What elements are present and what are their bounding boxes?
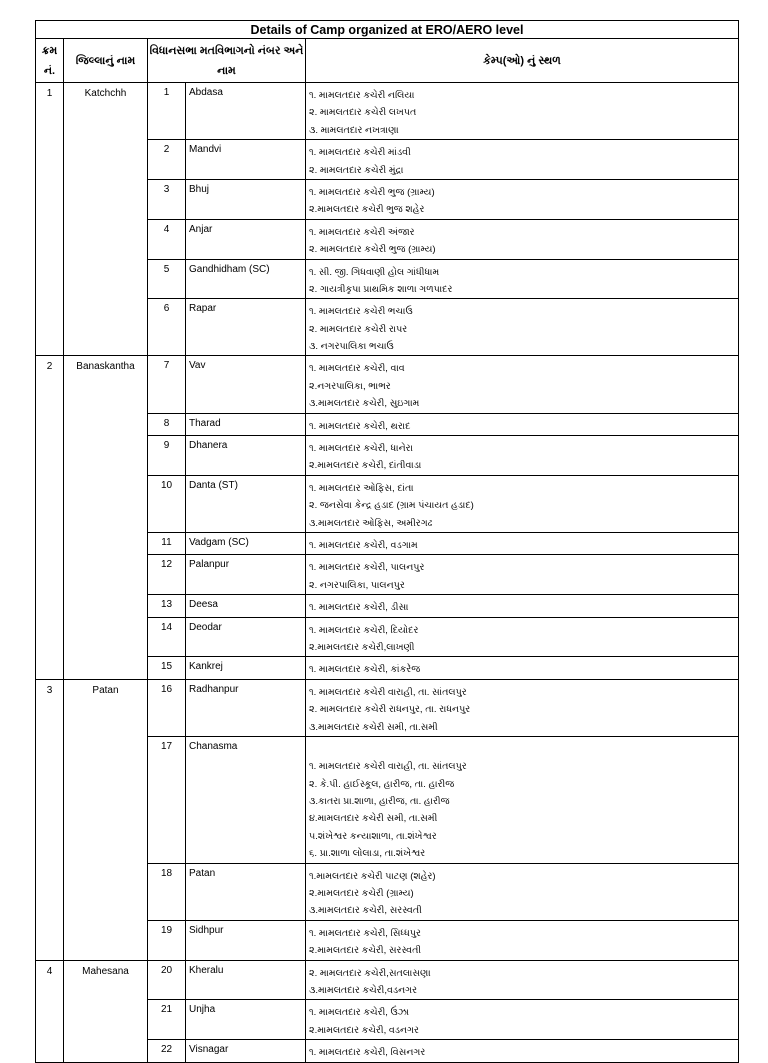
- district-number: 2: [36, 356, 64, 679]
- camp-locations: [306, 532, 739, 554]
- camp-locations: [306, 179, 739, 219]
- ac-number: 3: [148, 179, 186, 219]
- camp-location-item: ૩.મામલતદાર કચેરી સમી, તા.સમી: [309, 721, 438, 733]
- camp-location-item: ૨. મામલતદાર કચેરી લખપત: [309, 107, 417, 119]
- camp-location-item: ૧. મામલતદાર કચેરી, વિસનગર: [309, 1047, 426, 1059]
- camp-details-table: [35, 20, 739, 1063]
- camp-locations: [306, 140, 739, 180]
- ac-name: Sidhpur: [186, 920, 306, 960]
- ac-name: Abdasa: [186, 83, 306, 140]
- camp-location-item: ૩.મામલતદાર ઓફિસ, અમીરગઢ: [309, 517, 433, 529]
- camp-location-item: ૨.મામલતદાર કચેરી, દાંતીવાડા: [309, 460, 422, 472]
- camp-location-item: ૧. મામલતદાર કચેરી, દિયોદર: [309, 624, 419, 636]
- ac-number: 6: [148, 299, 186, 356]
- camp-location-item: ૩.મામલતદાર કચેરી, સરસ્વતી: [309, 905, 422, 917]
- camp-location-item: ૩. મામલતદાર નખત્રાણા: [309, 124, 399, 136]
- ac-number: 10: [148, 475, 186, 532]
- ac-name: Patan: [186, 863, 306, 920]
- ac-number: 19: [148, 920, 186, 960]
- camp-locations: [306, 555, 739, 595]
- camp-location-item: ૬. પ્રા.શાળા લોલાડા, તા.શંખેશ્વર: [309, 848, 426, 860]
- camp-location-item: ૨. મામલતદાર કચેરી મુંદ્રા: [309, 164, 404, 176]
- ac-name: Gandhidham (SC): [186, 259, 306, 299]
- ac-name: Dhanera: [186, 436, 306, 476]
- camp-location-item: ૧. મામલતદાર કચેરી વારાહી, તા. સાંતલપુર: [309, 761, 467, 773]
- camp-location-item: ૧. મામલતદાર કચેરી નલિયા: [309, 90, 415, 101]
- camp-locations: [306, 413, 739, 435]
- camp-locations: [306, 436, 739, 476]
- ac-name: Rapar: [186, 299, 306, 356]
- camp-location-item: ૩. નગરપાલિકા ભચાઉ: [309, 341, 394, 353]
- ac-number: 18: [148, 863, 186, 920]
- ac-name: Palanpur: [186, 555, 306, 595]
- camp-location-item: ૧. મામલતદાર કચેરી, વડગામ: [309, 539, 418, 551]
- camp-location-item: ૨. નગરપાલિકા, પાલનપુર: [309, 579, 405, 591]
- district-number: 1: [36, 83, 64, 356]
- ac-number: 11: [148, 532, 186, 554]
- ac-name: Tharad: [186, 413, 306, 435]
- camp-location-item: ૧. મામલતદાર કચેરી, ધાનેરા: [309, 443, 413, 455]
- camp-location-item: ૨. ગાયત્રીકૃપા પ્રાથમિક શાળા ગળપાદર: [309, 283, 453, 295]
- header-sr-no: ક્રમ નં.: [36, 39, 64, 83]
- ac-name: Unjha: [186, 1000, 306, 1040]
- ac-number: 4: [148, 219, 186, 259]
- ac-number: 16: [148, 679, 186, 736]
- camp-location-item: ૧. મામલતદાર કચેરી ભુજ (ગ્રામ્ય): [309, 186, 435, 198]
- camp-location-item: [309, 741, 738, 758]
- ac-number: 1: [148, 83, 186, 140]
- document-sheet: [35, 20, 738, 1063]
- ac-name: Kheralu: [186, 960, 306, 1000]
- camp-location-item: ૨.મામલતદાર કચેરી ભુજ શહેર: [309, 204, 425, 216]
- header-district: જિલ્લાનું નામ: [64, 39, 148, 83]
- ac-number: 15: [148, 657, 186, 679]
- camp-locations: [306, 679, 739, 736]
- camp-location-item: ૧. મામલતદાર કચેરી, પાલનપુર: [309, 562, 425, 574]
- ac-number: 9: [148, 436, 186, 476]
- ac-number: 20: [148, 960, 186, 1000]
- camp-locations: [306, 259, 739, 299]
- camp-location-item: ૨.મામલતદાર કચેરી,લાખણી: [309, 641, 415, 653]
- ac-name: Visnagar: [186, 1040, 306, 1062]
- district-number: 4: [36, 960, 64, 1062]
- ac-name: Vav: [186, 356, 306, 413]
- ac-name: Bhuj: [186, 179, 306, 219]
- ac-name: Danta (ST): [186, 475, 306, 532]
- camp-location-item: ૨. મામલતદાર કચેરી રાપર: [309, 323, 408, 335]
- ac-name: Mandvi: [186, 140, 306, 180]
- ac-name: Deodar: [186, 617, 306, 657]
- ac-name: Deesa: [186, 595, 306, 617]
- camp-location-item: ૩.કાતરા પ્રા.શાળા, હારીજ, તા. હારીજ: [309, 796, 450, 808]
- ac-name: Chanasma: [186, 736, 306, 863]
- table-row: [36, 679, 739, 736]
- camp-location-item: ૧. સી. જી. ગિધવાણી હોલ ગાંધીધામ: [309, 266, 440, 278]
- camp-location-item: ૧.મામલતદાર કચેરી પાટણ (શહેર): [309, 870, 436, 882]
- ac-name: Kankrej: [186, 657, 306, 679]
- ac-number: 14: [148, 617, 186, 657]
- camp-location-item: ૧. મામલતદાર કચેરી વારાહી, તા. સાંતલપુર: [309, 686, 467, 698]
- camp-locations: [306, 475, 739, 532]
- camp-locations: [306, 1040, 739, 1062]
- camp-locations: [306, 83, 739, 140]
- camp-location-item: ૨.મામલતદાર કચેરી (ગ્રામ્ય): [309, 888, 414, 900]
- district-name: Patan: [64, 679, 148, 960]
- camp-locations: [306, 595, 739, 617]
- camp-location-item: ૧. મામલતદાર કચેરી, સિધ્ધપુર: [309, 927, 421, 939]
- camp-locations: [306, 960, 739, 1000]
- camp-locations: [306, 219, 739, 259]
- camp-location-item: ૩.મામલતદાર કચેરી,વડનગર: [309, 984, 418, 996]
- camp-location-item: ૨. મામલતદાર કચેરી ભુજ (ગ્રામ્ય): [309, 244, 436, 256]
- table-row: [36, 356, 739, 413]
- ac-number: 2: [148, 140, 186, 180]
- camp-locations: [306, 1000, 739, 1040]
- ac-number: 22: [148, 1040, 186, 1062]
- ac-number: 17: [148, 736, 186, 863]
- table-row: [36, 960, 739, 1000]
- camp-location-item: ૨. કે.પી. હાઈસ્કૂલ, હારીજ, તા. હારીજ: [309, 778, 455, 790]
- ac-name: Anjar: [186, 219, 306, 259]
- camp-location-item: ૧. મામલતદાર કચેરી ભચાઉ: [309, 306, 413, 318]
- camp-location-item: ૪.મામલતદાર કચેરી સમી, તા.સમી: [309, 813, 438, 825]
- camp-location-item: ૧. મામલતદાર કચેરી, વાવ: [309, 363, 405, 375]
- camp-locations: [306, 657, 739, 679]
- document-title: Details of Camp organized at ERO/AERO level: [36, 21, 739, 39]
- camp-location-item: ૧. મામલતદાર કચેરી, કાંકરેજ: [309, 664, 421, 676]
- table-row: [36, 83, 739, 140]
- camp-location-item: ૧. મામલતદાર કચેરી માંડવી: [309, 147, 411, 159]
- camp-location-item: ૨. જનસેવા કેન્દ્ર હડાદ (ગ્રામ પંચાયત હડાદ): [309, 500, 474, 512]
- camp-locations: [306, 736, 739, 863]
- camp-locations: [306, 863, 739, 920]
- camp-location-item: ૫.શંખેશ્વર કન્યાશાળા, તા.શંખેશ્વર: [309, 830, 437, 842]
- ac-name: Radhanpur: [186, 679, 306, 736]
- header-camp-location: કેમ્પ(ઓ) નું સ્થળ: [306, 39, 739, 83]
- header-assembly-constituency: વિધાનસભા મતવિભાગનો નંબર અને નામ: [148, 39, 306, 83]
- camp-location-item: ૨.મામલતદાર કચેરી, સરસ્વતી: [309, 945, 422, 957]
- district-number: 3: [36, 679, 64, 960]
- camp-locations: [306, 920, 739, 960]
- ac-name: Vadgam (SC): [186, 532, 306, 554]
- district-name: Mahesana: [64, 960, 148, 1062]
- camp-location-item: ૨.મામલતદાર કચેરી, વડનગર: [309, 1024, 419, 1036]
- camp-location-item: ૨.નગરપાલિકા, ભાભર: [309, 380, 391, 392]
- camp-location-item: ૧. મામલતદાર ઓફિસ, દાંતા: [309, 482, 414, 494]
- camp-locations: [306, 617, 739, 657]
- ac-number: 8: [148, 413, 186, 435]
- camp-locations: [306, 356, 739, 413]
- camp-location-item: ૧. મામલતદાર કચેરી, થરાદ: [309, 420, 411, 432]
- ac-number: 5: [148, 259, 186, 299]
- camp-location-item: ૧. મામલતદાર કચેરી, ઉંઝા: [309, 1007, 410, 1019]
- camp-location-item: ૨. મામલતદાર કચેરી રાધનપુર, તા. રાધનપુર: [309, 704, 471, 716]
- camp-location-item: ૨. મામલતદાર કચેરી,સતલાસણા: [309, 967, 431, 979]
- district-name: Katchchh: [64, 83, 148, 356]
- district-name: Banaskantha: [64, 356, 148, 679]
- camp-location-item: ૩.મામલતદાર કચેરી, સુઇગામ: [309, 398, 420, 410]
- header-row: [36, 39, 739, 83]
- ac-number: 13: [148, 595, 186, 617]
- ac-number: 7: [148, 356, 186, 413]
- camp-locations: [306, 299, 739, 356]
- camp-location-item: ૧. મામલતદાર કચેરી અંજાર: [309, 226, 415, 238]
- title-row: [36, 21, 739, 39]
- ac-number: 12: [148, 555, 186, 595]
- ac-number: 21: [148, 1000, 186, 1040]
- camp-location-item: ૧. મામલતદાર કચેરી, ડીસા: [309, 602, 409, 614]
